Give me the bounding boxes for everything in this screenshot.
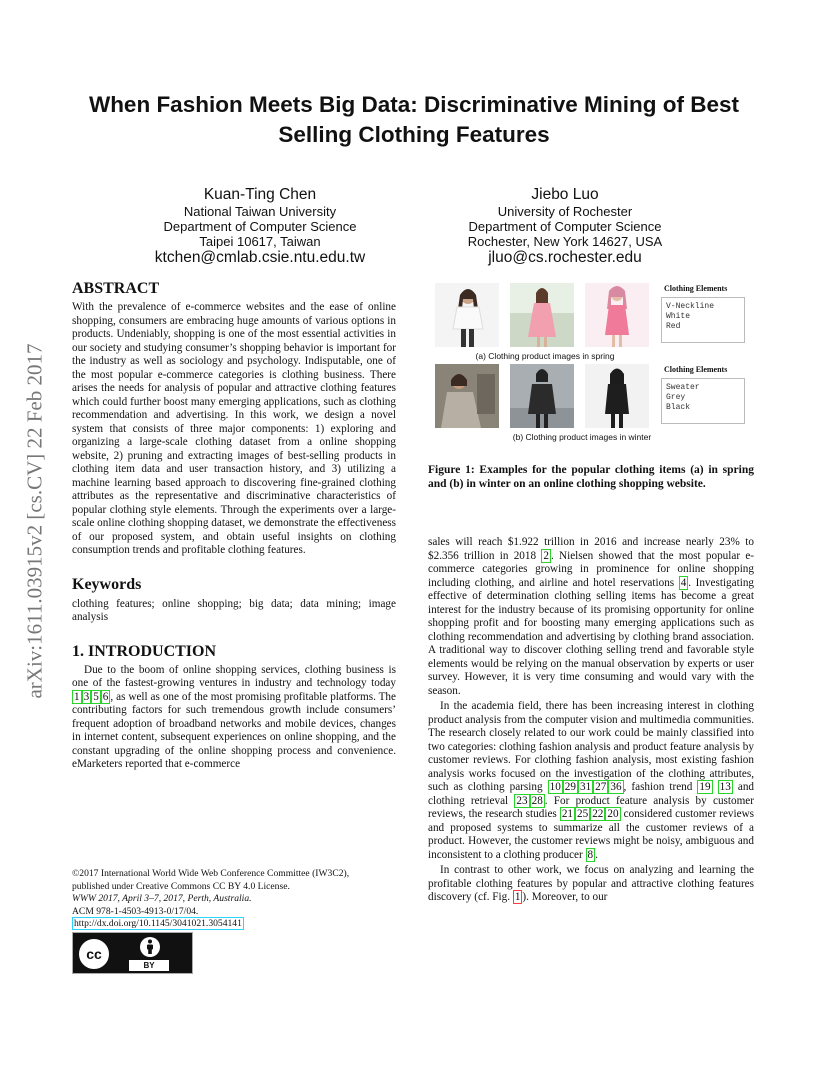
citation-link[interactable]: 36: [610, 781, 622, 793]
introduction-paragraph: Due to the boom of online shopping services, clothing business is one of the fastest-growing ventures in industry and technology today 1 3 5 6 , as well as one of the most promising profitable platforms. The contributing factors for such tremendous growth include consumers’ frequent adoption of broadband networks and mobile devices, changes in internet content, subsequent experiences on online shopping, and the constant upgrading of the online shopping process and convenience. eMarketers reported that e-commerce: [72, 663, 396, 770]
citation-link[interactable]: 1: [74, 690, 80, 703]
citation-link[interactable]: 8: [587, 848, 594, 861]
keywords-heading: Keywords: [72, 575, 142, 593]
author-block-2: [445, 185, 685, 267]
figure-row-spring: [435, 283, 755, 347]
figure-caption: Figure 1: Examples for the popular clothing items (a) in spring and (b) in winter on an online clothing shopping website.: [428, 464, 754, 490]
citation-link[interactable]: 20: [607, 808, 619, 820]
citation-link[interactable]: 25: [577, 808, 589, 820]
citation-link[interactable]: 29: [564, 781, 576, 793]
spring-element: White: [666, 312, 691, 321]
author-department: Department of Computer Science: [468, 219, 662, 234]
citation-link[interactable]: 3: [83, 690, 90, 703]
by-label: BY: [129, 960, 169, 971]
spring-photo-1: [435, 283, 499, 347]
citation-link[interactable]: 19: [699, 781, 711, 793]
copyright-notice: [72, 868, 402, 931]
author-email[interactable]: ktchen@cmlab.csie.ntu.edu.tw: [154, 249, 366, 266]
left-column: [72, 280, 396, 772]
arxiv-identifier: [24, 286, 46, 756]
citation-link[interactable]: 21: [561, 808, 574, 820]
author-name: Jiebo Luo: [531, 186, 599, 203]
author-address: Rochester, New York 14627, USA: [467, 234, 663, 249]
acm-line: ACM 978-1-4503-4913-0/17/04.: [72, 905, 199, 917]
winter-photo-3: [585, 364, 649, 428]
spring-element: V-Neckline: [666, 302, 715, 311]
citation-link[interactable]: 13: [719, 781, 731, 793]
citation-link[interactable]: 2: [543, 549, 549, 562]
cc-by-badge[interactable]: [72, 932, 193, 974]
winter-elements-heading: Clothing Elements: [664, 365, 728, 374]
citation-link[interactable]: 6: [102, 690, 109, 703]
conference-line: WWW 2017, April 3–7, 2017, Perth, Australia.: [72, 893, 252, 904]
author-name: Kuan-Ting Chen: [203, 186, 317, 203]
citation-link[interactable]: 22: [592, 808, 604, 820]
spring-elements-box: [661, 284, 745, 343]
figure-reference-link[interactable]: 1: [514, 891, 521, 903]
winter-photo-2: [510, 364, 574, 428]
figure-row-winter: [435, 364, 755, 428]
attribution-icon: [139, 936, 161, 958]
spring-subcaption: (a) Clothing product images in spring: [475, 351, 615, 361]
abstract-heading: ABSTRACT: [72, 280, 160, 297]
citation-link[interactable]: 10: [549, 781, 561, 793]
citation-link[interactable]: 23: [516, 794, 528, 807]
right-paragraph: In the academia field, there has been increasing interest in clothing product analysis from the computer vision and multimedia communities. The research closely related to our work could be mainly classified into two categories: clothing fashion analysis and product feature analysis by customer reviews. For clothing fashion analysis, most existing fashion analysis works focused on the investigation of the clothing attributes, such as clothing parsing 10 29 31 27 36 , fashion trend 19 13 and clothing retrieval 23 28 . For product feature analysis by customer reviews, the research studies 21 25 22 20 considered customer reviews and proposed systems to summarize all the customer reviews of a product. However, the customer reviews might be noisy, ambiguous and inconsistent to a clothing producer 8 .: [428, 700, 755, 861]
citation-link[interactable]: 28: [531, 794, 543, 807]
right-paragraph: sales will reach $1.922 trillion in 2016 and increase nearly 23% to $2.356 trillion in 2018 2 . Nielsen showed that the most popular e-commerce categories growing in prominence for online shopping including clothing, and airline and hotel reservations 4 . Investigating effective of determination clothing selling items has become a great interest for the industry because of its promising opportunity for online shopping profit and for boosting many emerging applications such as clothing recommendation and advertising by clothing brand association. A traditional way to discover clothing selling trend and favorable style elements would be relying on the manual observation by experts or user survey. However, it is very time consuming and would vary with the season.: [428, 536, 755, 697]
paper-title: When Fashion Meets Big Data: Discriminative Mining of Best Selling Clothing Features: [88, 92, 740, 147]
arxiv-identifier-text: arXiv:1611.03915v2 [cs.CV] 22 Feb 2017: [22, 343, 47, 699]
citation-link[interactable]: 5: [93, 690, 99, 703]
author-email[interactable]: jluo@cs.rochester.edu: [488, 249, 642, 266]
citation-link[interactable]: 4: [680, 576, 687, 589]
citation-link[interactable]: 27: [595, 781, 607, 793]
author-address: Taipei 10617, Taiwan: [199, 234, 321, 249]
winter-photo-1: [435, 364, 499, 428]
keywords-text: clothing features; online shopping; big data; data mining; image analysis: [72, 597, 396, 623]
copyright-line: ©2017 International World Wide Web Conference Committee (IW3C2),: [72, 868, 350, 879]
spring-photo-2: [510, 283, 574, 347]
winter-elements-box: [661, 365, 745, 424]
author-department: Department of Computer Science: [163, 219, 357, 234]
cc-icon: cc: [77, 937, 111, 971]
abstract-text: With the prevalence of e-commerce websites and the ease of online shopping, consumers are embracing huge amounts of various options in products. Undeniably, shopping is one of the most essential activities in our society and studying consumer’s shopping behavior is important for the industry as well as sociology and psychology. Indisputable, one of the most popular e-commerce categories is clothing business. There arises the needs for analysis of popular and attractive clothing features which could further boost many emerging applications, such as clothing recommendation and advertising. In this work, we design a novel system that consists of three major components: 1) exploring and organizing a large-scale clothing dataset from a online shopping website, 2) pruning and extracting images of best-selling products in clothing item data and user transaction history, and 3) utilizing a machine learning based approach to discovering fine-grained clothing attributes as the representative and discriminative characteristics of popular clothing style elements. Through the experiments over a large-scale online clothing shopping dataset, we demonstrate the effectiveness of our proposed system, and obtain useful insights on clothing consumption trends and profitable clothing features.: [72, 301, 396, 556]
winter-element: Grey: [666, 393, 686, 402]
right-column: [428, 536, 754, 905]
winter-element: Sweater: [666, 383, 700, 392]
author-block-1: [140, 185, 380, 267]
spring-photo-3: [585, 283, 649, 347]
spring-element: Red: [666, 322, 681, 331]
citation-link[interactable]: 31: [579, 781, 592, 793]
winter-subcaption: (b) Clothing product images in winter: [512, 432, 652, 442]
doi-link[interactable]: http://dx.doi.org/10.1145/3041021.3054141: [74, 918, 242, 929]
introduction-heading: 1. INTRODUCTION: [72, 642, 217, 660]
author-affiliation: University of Rochester: [497, 204, 633, 219]
spring-elements-heading: Clothing Elements: [664, 284, 728, 293]
license-line: published under Creative Commons CC BY 4.0 License.: [72, 880, 290, 892]
author-affiliation: National Taiwan University: [183, 204, 337, 219]
winter-element: Black: [666, 403, 691, 412]
right-paragraph: In contrast to other work, we focus on analyzing and learning the profitable clothing features by popular and attractive clothing features discovery (cf. Fig. 1 ). Moreover, to our: [428, 864, 754, 903]
